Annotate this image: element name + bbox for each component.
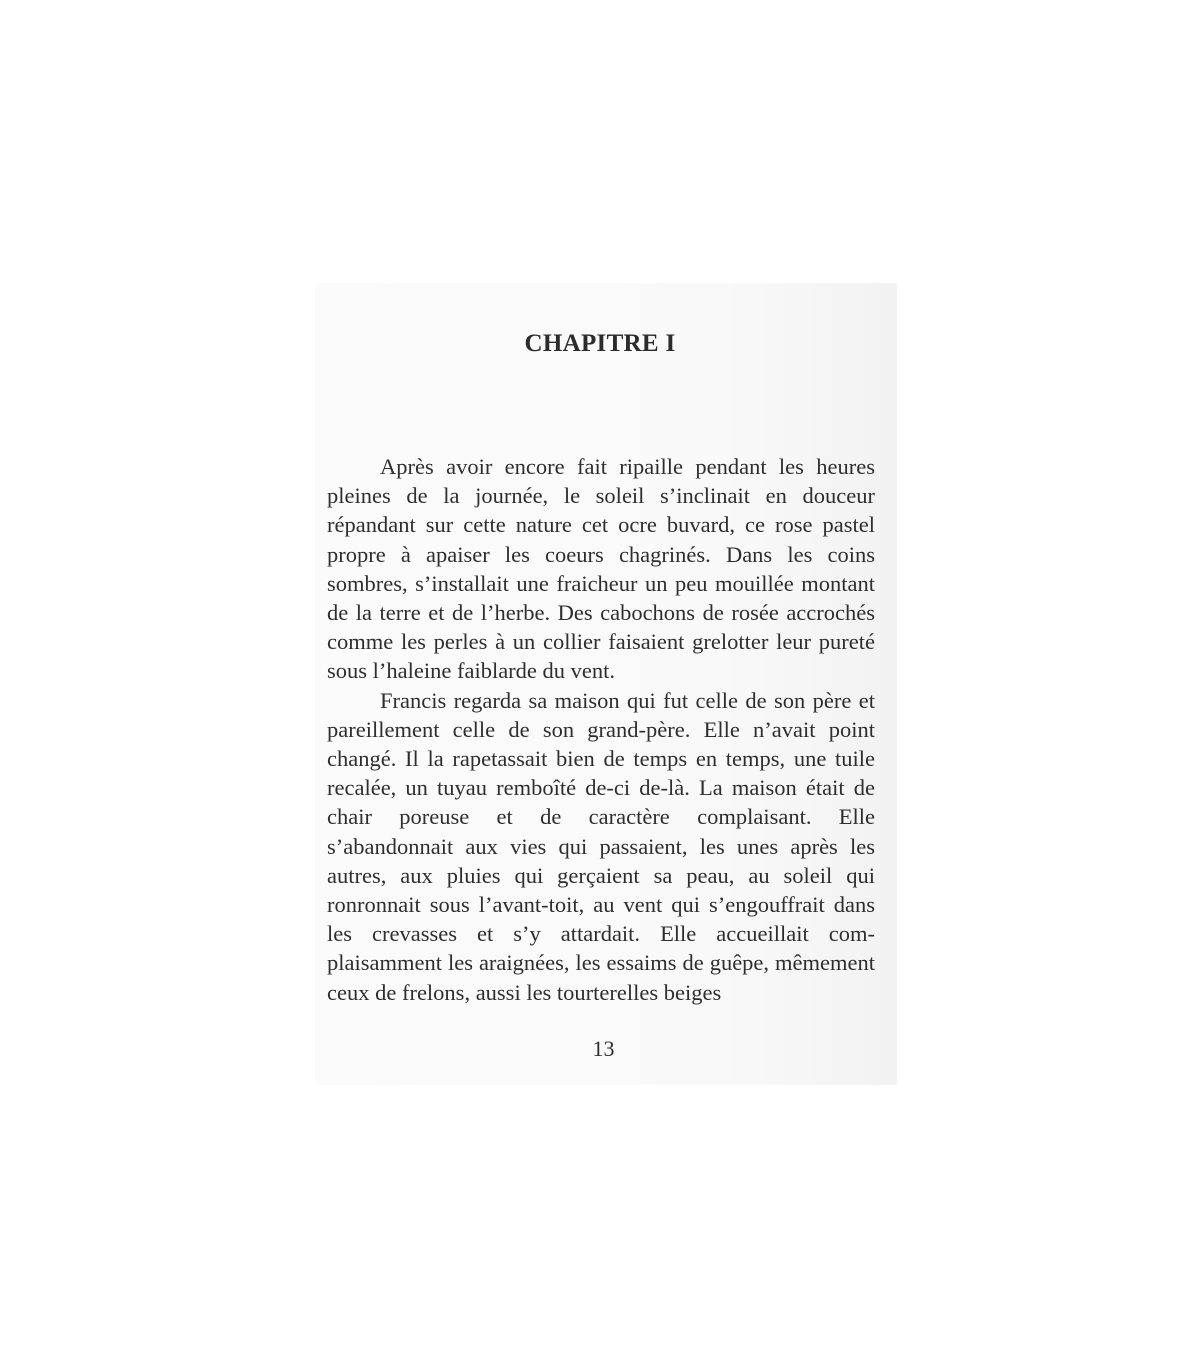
paragraph: Après avoir encore fait ripaille pendant les heures pleines de la journée, le soleil s’inclinait en douceur répandant sur cette nature cet ocre buvard, ce rose pastel propre à apaiser les coeurs chagrinés. Dans les coins sombres, s’installait une fraicheur un peu mouillée montant de la terre et de l’herbe. Des cabochons de rosée accrochés comme les perles à un collier faisaient grelotter leur pureté sous l’haleine faiblarde du vent. xyxy=(327,454,875,684)
paragraph: Francis regarda sa maison qui fut celle de son père et pareillement celle de son grand-père. Elle n’avait point changé. Il la rapetassait bien de temps en temps, une tuile recalée, un tuyau remboîté de-ci de-là. La maison était de chair poreuse et de caractère complaisant. Elle s’abandonnait aux vies qui passaient, les unes après les autres, aux pluies qui gerçaient sa peau, au soleil qui ronronnait sous l’avant-toit, au vent qui s’engouffrait dans les crevasses et s’y attardait. Elle accueillait complaisamment les araignées, les essaims de guêpe, mêmement ceux de frelons, aussi les tourterelles beiges xyxy=(327,687,875,1005)
body-text xyxy=(327,452,875,1007)
page-number: 13 xyxy=(592,1036,615,1061)
chapter-title: CHAPITRE I xyxy=(524,330,676,357)
